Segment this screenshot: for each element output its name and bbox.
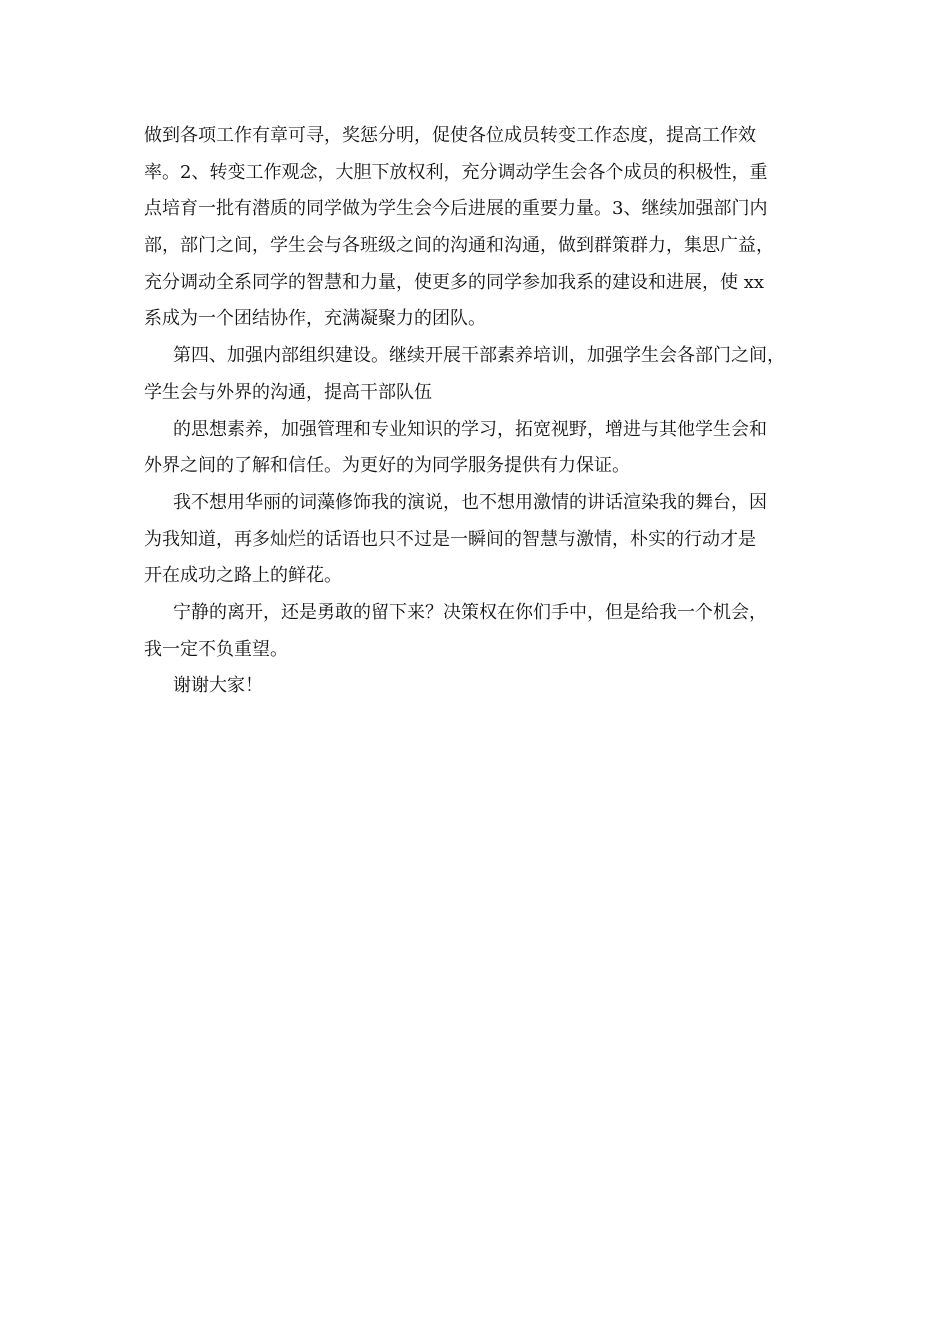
paragraph-start-line: 第四、加强内部组织建设。继续开展干部素养培训，加强学生会各部门之间，	[173, 345, 785, 367]
text-line: 率。2、转变工作观念，大胆下放权利，充分调动学生会各个成员的积极性，重	[144, 161, 768, 183]
text-line: 做到各项工作有章可寻，奖惩分明，促使各位成员转变工作态度，提高工作效	[144, 125, 756, 146]
text-line: 开在成功之路上的鲜花。	[144, 565, 342, 587]
text-line: 系成为一个团结协作，充满凝聚力的团队。	[144, 308, 486, 330]
text-line: 外界之间的了解和信任。为更好的为同学服务提供有力保证。	[144, 455, 630, 477]
text-line: 我一定不负重望。	[144, 638, 288, 660]
paragraph-start-line: 宁静的离开，还是勇敢的留下来？决策权在你们手中，但是给我一个机会，	[173, 601, 767, 623]
paragraph-start-line: 的思想素养，加强管理和专业知识的学习，拓宽视野，增进与其他学生会和	[173, 418, 767, 440]
text-line: 点培育一批有潜质的同学做为学生会今后进展的重要力量。3、继续加强部门内	[144, 198, 768, 220]
closing-line: 谢谢大家！	[173, 675, 263, 697]
body-text	[144, 118, 824, 705]
text-line: 为我知道，再多灿烂的话语也只不过是一瞬间的智慧与激情，朴实的行动才是	[144, 528, 756, 550]
text-line: 学生会与外界的沟通，提高干部队伍	[144, 381, 432, 403]
paragraph-start-line: 我不想用华丽的词藻修饰我的演说，也不想用激情的讲话渲染我的舞台，因	[173, 491, 767, 513]
text-line: 部，部门之间，学生会与各班级之间的沟通和沟通，做到群策群力，集思广益，	[144, 235, 774, 257]
text-line: 充分调动全系同学的智慧和力量，使更多的同学参加我系的建设和进展，使 xx	[144, 271, 765, 293]
